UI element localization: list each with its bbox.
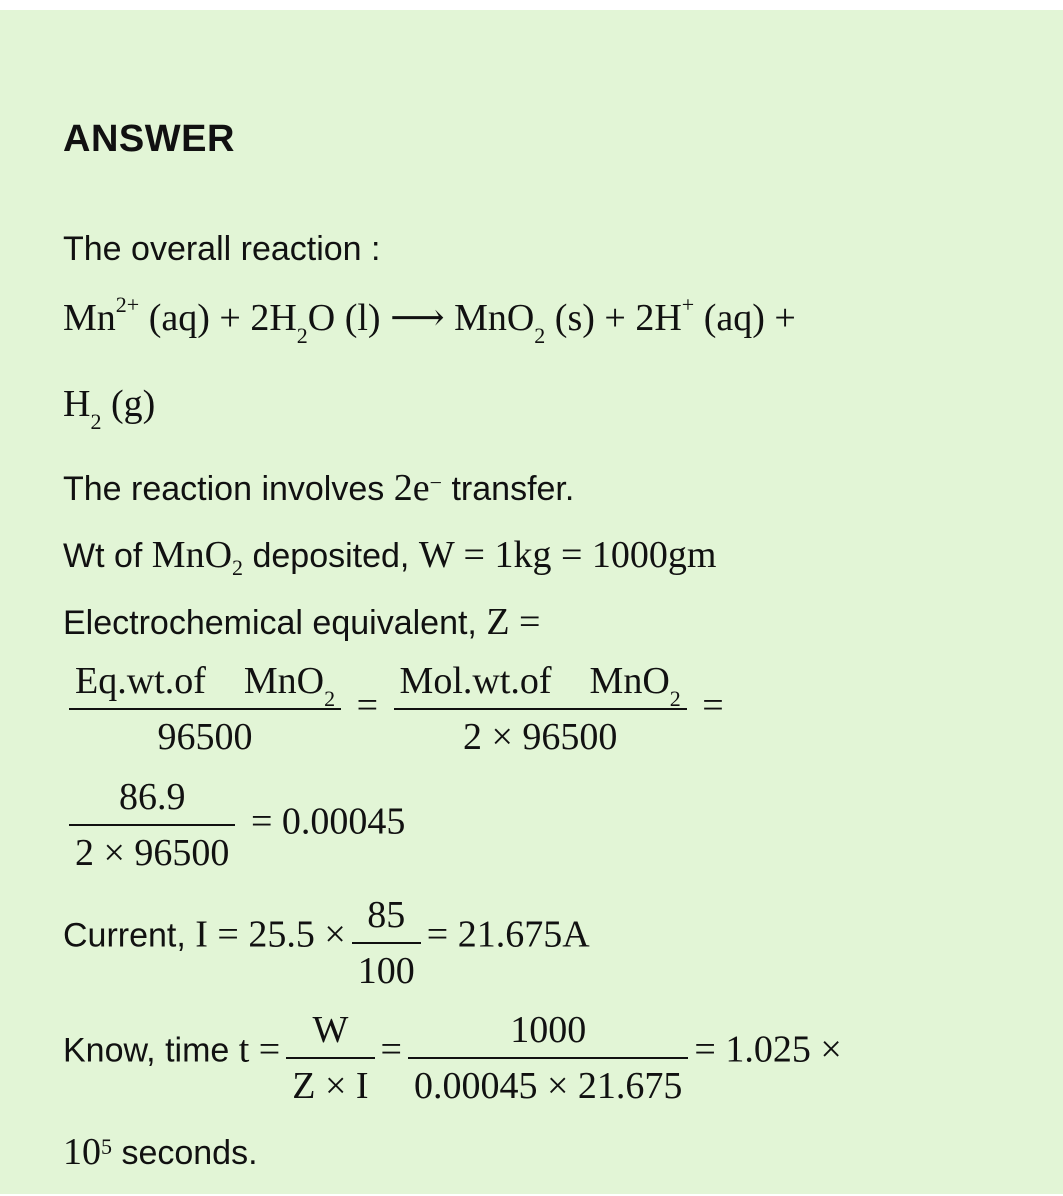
- time-f2-numerator: 1000: [408, 1005, 688, 1059]
- time-result: = 1.025 ×: [694, 1028, 842, 1071]
- final-line: [63, 1130, 258, 1174]
- mol-wt-mno2: MnO: [589, 660, 670, 702]
- current-fraction: [352, 890, 421, 996]
- weight-pre-text: Wt of: [63, 537, 152, 575]
- time-fraction-2: [408, 1005, 688, 1111]
- eq-wt-fraction: [69, 656, 341, 762]
- time-equals: =: [380, 1028, 402, 1071]
- aq-plus-text: (aq) +: [694, 297, 796, 339]
- ece-value-fraction: [69, 772, 235, 878]
- mn-charge: 2+: [115, 292, 140, 318]
- time-label: Know, time: [63, 1031, 239, 1070]
- ece-value-line: [63, 772, 405, 878]
- final-text: seconds.: [112, 1134, 258, 1172]
- mol-wt-fraction: [394, 656, 687, 762]
- time-line: [63, 1005, 842, 1111]
- answer-card: [0, 10, 1063, 1194]
- eq-wt-label: Eq.wt.of: [75, 660, 206, 702]
- final-base: 10: [63, 1131, 101, 1173]
- eq-wt-denominator: 96500: [157, 716, 253, 758]
- water-subscript: 2: [296, 322, 308, 348]
- weight-line: [63, 533, 717, 581]
- final-exponent: 5: [101, 1133, 112, 1159]
- ece-symbol: Z =: [486, 601, 541, 643]
- weight-value: W = 1kg = 1000gm: [418, 534, 717, 576]
- ece-value-result: = 0.00045: [250, 800, 406, 843]
- mol-wt-denominator: 2 × 96500: [462, 716, 618, 758]
- time-f1-denominator: Z × I: [292, 1065, 369, 1107]
- time-f1-numerator: W: [286, 1005, 374, 1059]
- overall-reaction-label: The overall reaction :: [63, 230, 381, 268]
- current-result: = 21.675A: [426, 913, 590, 956]
- answer-heading: ANSWER: [63, 118, 235, 160]
- ece-fractions-line: [63, 656, 724, 762]
- transfer-post-text: transfer.: [442, 470, 575, 508]
- mol-wt-label: Mol.wt.of: [399, 660, 552, 702]
- current-label: Current,: [63, 916, 196, 955]
- equals-sign-2: =: [702, 684, 724, 727]
- transfer-pre-text: The reaction involves: [63, 470, 394, 508]
- reaction-equation-line2: [63, 382, 156, 434]
- mn-symbol: Mn: [63, 297, 116, 339]
- product-text: (s) + 2H: [545, 297, 682, 339]
- time-symbol: t =: [238, 1028, 281, 1071]
- equals-sign: =: [356, 684, 379, 727]
- reactant-text: (aq) + 2H: [139, 297, 297, 339]
- time-f2-denominator: 0.00045 × 21.675: [413, 1065, 683, 1107]
- electron-transfer-line: [63, 466, 574, 510]
- ece-line: [63, 600, 540, 644]
- water-text: O (l) ⟶ MnO: [307, 297, 535, 339]
- current-denominator: 100: [357, 950, 415, 992]
- h-charge: +: [681, 292, 695, 318]
- current-expression: I = 25.5 ×: [195, 913, 346, 956]
- electron-charge: −: [429, 469, 443, 495]
- gas-state: (g): [101, 383, 156, 425]
- current-numerator: 85: [352, 890, 421, 944]
- mol-wt-subscript: 2: [669, 685, 681, 711]
- ece-value-denominator: 2 × 96500: [75, 832, 230, 874]
- electron-count: 2e: [393, 467, 430, 509]
- mno2-subscript: 2: [534, 322, 546, 348]
- weight-mno2-subscript: 2: [232, 555, 244, 581]
- current-line: [63, 890, 590, 996]
- time-fraction-1: [286, 1005, 374, 1111]
- ece-label: Electrochemical equivalent,: [63, 604, 487, 642]
- reaction-equation-line1: [63, 292, 796, 348]
- eq-wt-subscript: 2: [324, 685, 336, 711]
- h2-subscript: 2: [90, 408, 102, 434]
- h2-symbol: H: [63, 383, 91, 425]
- weight-mid-text: deposited,: [243, 537, 419, 575]
- eq-wt-mno2: MnO: [243, 660, 325, 702]
- weight-mno2: MnO: [151, 534, 233, 576]
- ece-value-numerator: 86.9: [69, 772, 235, 826]
